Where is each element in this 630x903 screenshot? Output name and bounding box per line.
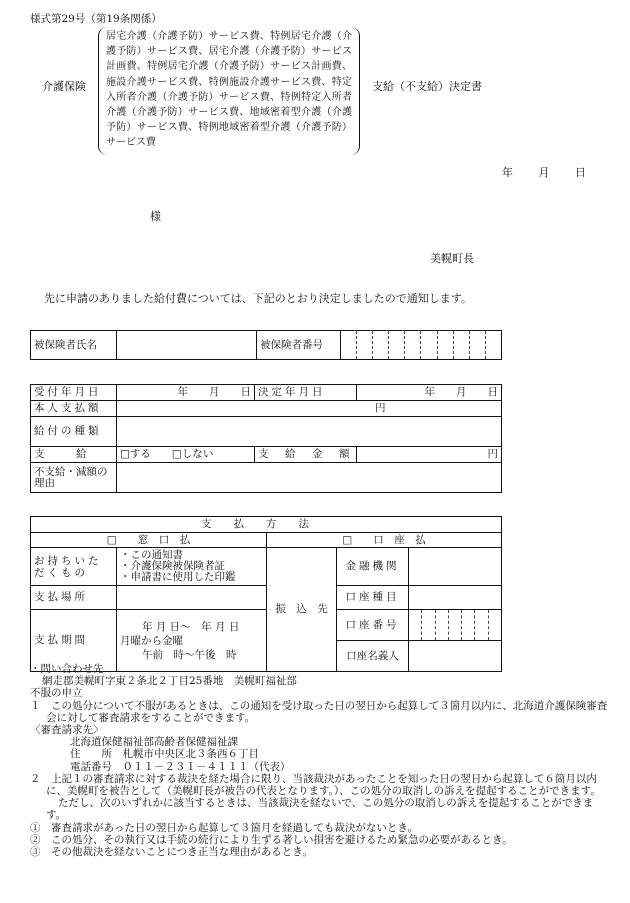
account-payment-option[interactable]: □ 口 座 払 [267,532,502,548]
appeal-case-3: ③ その他裁決を経ないことにつき正当な理由があるとき。 [30,846,313,859]
appeal-heading: 不服の申立 [30,687,83,700]
account-number-field[interactable] [409,610,502,641]
window-payment-option[interactable]: □ 窓 口 払 [31,532,267,548]
period-days: 月曜から金曜 [120,634,183,647]
appeal-proviso: ただし、次のいずれかに該当するときは、当該裁決を経ないで、この処分の取消しの訴えを提起することができます。 [46,797,594,822]
insurance-label: 介護保険 [42,80,86,93]
reason-label: 不支給・減額の理由 [31,463,117,493]
bring-item: ・申請書に使用した印鑑 [120,571,236,584]
issue-date: 年 月 日 [502,166,586,179]
payment-options[interactable]: □する □しない [117,447,255,463]
transfer-label: 振 込 先 [267,548,337,672]
service-list: 居宅介護（介護予防）サービス費、特例居宅介護（介護予防）サービス費、居宅介護（介護予防）サービス計画費、特例居宅介護（介護予防）サービス計画費、施設介護サービス費、特例施設介護サービス費、特定入所者介護（介護予防）サービス費、特例特定入所者介護（介護予防）サービス費、地域密着型介護（介護予防）サービス費、特例地域密着型介護（介護予防）サービス費 [106,31,352,149]
issuer: 美幌町長 [430,252,474,265]
insured-table [30,330,502,360]
payment-amount-field[interactable] [356,447,502,463]
received-date-value[interactable]: 年 月 日 [117,385,255,401]
appeal-address: 住 所 札幌市中央区北３条西６丁目 [70,748,259,761]
received-date-label: 受付年月日 [31,385,117,401]
place-label: 支払場所 [31,586,117,610]
bank-label: 金融機関 [337,548,409,586]
appeal-case-1: ① 審査請求があった日の翌日から起算して３箇月を経過しても裁決がないとき。 [30,821,418,834]
insured-name-field[interactable] [117,331,257,360]
decision-date-value[interactable]: 年 月 日 [356,385,502,401]
payment-amount-yen: 円 [487,448,498,461]
payment-method-table [30,516,502,672]
intro-text: 先に申請のありました給付費については、下記のとおり決定しましたので通知します。 [44,292,472,305]
payment-label: 支 給 [31,447,117,463]
reason-field[interactable] [117,463,502,493]
period-dates: 年 月 日～ 年 月 日 [142,620,240,633]
benefit-table [30,384,502,493]
place-field[interactable] [117,586,267,610]
insured-number-label: 被保険者番号 [257,331,341,360]
appeal-item-2: ２ 上記１の審査請求に対する裁決を経た場合に限り、当該裁決があったことを知った日の翌日から起算して６箇月以内に、美幌町を被告として（美幌町長が被告の代表となります。）、この処分の取消しの訴えを提起することができます。 [30,772,601,798]
account-holder-label: 口座名義人 [337,641,409,672]
insured-name-label: 被保険者氏名 [31,331,117,360]
appeal-phone: 電話番号 ０１１－２３１－４１１１（代表） [70,760,291,773]
account-number-label: 口座番号 [337,610,409,641]
bank-field[interactable] [409,548,502,586]
benefit-type-label: 給付の種類 [31,417,117,447]
appeal-dept: 北海道保健福祉部高齢者保健福祉課 [70,736,238,749]
appeal-item-1: １ この処分について不服があるときは、この通知を受け取った日の翌日から起算して３箇月以内に、北海道介護保険審査会に対して審査請求をすることができます。 [30,699,608,724]
payment-amount-label: 支 給 金 額 [255,447,357,463]
decision-date-label: 決定年月日 [255,385,357,401]
account-type-label: 口座種目 [337,586,409,610]
bring-items [117,548,267,586]
appeal-destination-heading: 〈審査請求先〉 [30,724,104,737]
period-label: 支払期間 [31,610,117,672]
form-number: 様式第29号（第19条関係） [30,13,162,25]
bring-item: ・介護保険被保険者証 [120,560,225,573]
notes-section [30,663,612,858]
insured-number-field[interactable] [341,331,502,360]
period-hours: 午前 時～午後 時 [142,648,237,661]
inquiry-address: 網走郡美幌町字東２条北２丁目25番地 美幌町福祉部 [42,675,297,688]
bring-label: お持ちいただくもの [31,548,117,586]
self-pay-field[interactable] [117,401,502,417]
decision-title: 支給（不支給）決定書 [372,80,482,93]
account-type-field[interactable] [409,586,502,610]
addressee-suffix: 様 [150,210,161,223]
appeal-case-2: ② この処分、その執行又は手続の続行により生ずる著しい損害を避けるため緊急の必要があるとき。 [30,833,513,846]
inquiry-heading: ・問い合わせ先 [30,663,104,675]
self-pay-label: 本人支払額 [31,401,117,417]
benefit-type-field[interactable] [117,417,502,447]
payment-method-title: 支払方法 [31,517,502,533]
self-pay-yen: 円 [375,402,386,415]
bring-item: ・この通知書 [120,549,183,562]
